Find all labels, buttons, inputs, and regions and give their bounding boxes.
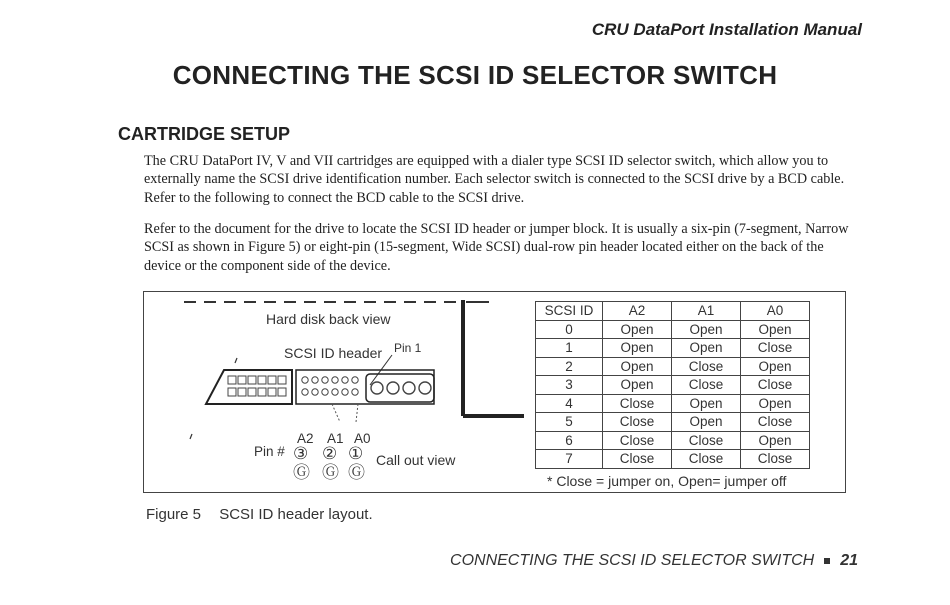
table-cell: Open xyxy=(741,394,810,413)
table-cell: Open xyxy=(741,431,810,450)
table-header-row xyxy=(536,302,810,321)
section-heading: CARTRIDGE SETUP xyxy=(118,124,291,144)
table-cell: Close xyxy=(672,450,741,469)
paragraph-intro: The CRU DataPort IV, V and VII cartridges are equipped with a dialer type SCSI ID selector switch, which allow you to externally name the SCSI drive identification number. Each selector switch is connected to the SCSI drive by a BCD cable. Refer to the following to connect the BCD cable to the SCSI drive. xyxy=(144,153,845,206)
table-row xyxy=(536,431,810,450)
pin-number-3: ③ xyxy=(293,444,309,463)
table-header: A1 xyxy=(672,302,741,321)
pin-number-1: ① xyxy=(348,444,364,463)
pin-1-label: Pin 1 xyxy=(394,341,422,355)
table-cell: Close xyxy=(741,376,810,395)
table-row xyxy=(536,413,810,432)
scsi-id-pins xyxy=(302,377,358,395)
table-note: * Close = jumper on, Open= jumper off xyxy=(547,473,787,489)
table-header: A0 xyxy=(741,302,810,321)
table-cell: Close xyxy=(672,376,741,395)
power-jack-outline xyxy=(366,374,434,402)
ground-icon: Ⓖ xyxy=(348,463,365,482)
table-cell: 7 xyxy=(536,450,603,469)
call-out-view-label: Call out view xyxy=(376,452,456,468)
figure-caption-text: SCSI ID header layout. xyxy=(219,506,373,523)
table-row xyxy=(536,357,810,376)
pin-hash-label: Pin # xyxy=(254,444,285,459)
table-cell: Close xyxy=(672,357,741,376)
page-title: CONNECTING THE SCSI ID SELECTOR SWITCH xyxy=(172,60,778,90)
back-view-label: Hard disk back view xyxy=(266,311,391,327)
scsi-id-header-label: SCSI ID header xyxy=(284,345,383,361)
table-cell: 3 xyxy=(536,376,603,395)
table-cell: Close xyxy=(741,450,810,469)
table-cell: 1 xyxy=(536,339,603,358)
callout-line xyxy=(332,404,340,422)
table-cell: Close xyxy=(741,413,810,432)
pin-label-a0: A0 xyxy=(354,431,371,446)
table-cell: Open xyxy=(672,394,741,413)
table-cell: Close xyxy=(603,431,672,450)
page-number: 21 xyxy=(840,552,858,569)
figure-caption xyxy=(146,506,373,523)
table-cell: 5 xyxy=(536,413,603,432)
footer-section-title: CONNECTING THE SCSI ID SELECTOR SWITCH xyxy=(450,552,815,569)
table-cell: Close xyxy=(741,339,810,358)
table-cell: Open xyxy=(672,413,741,432)
table-header: A2 xyxy=(603,302,672,321)
table-cell: Open xyxy=(741,320,810,339)
table-row xyxy=(536,394,810,413)
table-row xyxy=(536,320,810,339)
table-cell: Close xyxy=(603,394,672,413)
left-pin-block xyxy=(228,376,286,396)
table-cell: Close xyxy=(603,413,672,432)
table-cell: Open xyxy=(603,357,672,376)
figure-caption-number: Figure 5 xyxy=(146,506,202,523)
table-cell: Open xyxy=(672,320,741,339)
callout-line xyxy=(356,404,358,422)
scsi-id-header-outline xyxy=(296,370,434,404)
ground-icon: Ⓖ xyxy=(322,463,339,482)
ground-icon: Ⓖ xyxy=(293,463,310,482)
table-cell: Open xyxy=(603,376,672,395)
table-row xyxy=(536,450,810,469)
pin-label-a1: A1 xyxy=(327,431,344,446)
power-connector-outline xyxy=(206,370,292,404)
table-cell: Open xyxy=(741,357,810,376)
table-row xyxy=(536,376,810,395)
pin-number-2: ② xyxy=(322,444,338,463)
table-cell: Open xyxy=(603,339,672,358)
running-header: CRU DataPort Installation Manual xyxy=(591,20,862,39)
slant-mark xyxy=(235,358,237,363)
scsi-id-table xyxy=(535,301,810,469)
figure-5 xyxy=(143,291,846,493)
table-cell: Close xyxy=(603,450,672,469)
scsi-header-diagram xyxy=(144,292,524,492)
table-cell: Close xyxy=(672,431,741,450)
bullet-square-icon xyxy=(824,558,830,564)
table-row xyxy=(536,339,810,358)
slant-mark xyxy=(190,434,192,439)
table-cell: Open xyxy=(603,320,672,339)
table-cell: 4 xyxy=(536,394,603,413)
page-footer xyxy=(450,552,858,570)
table-cell: 2 xyxy=(536,357,603,376)
paragraph-header-location: Refer to the document for the drive to locate the SCSI ID header or jumper block. It is usually a six-pin (7-segment, Narrow SCSI as shown in Figure 5) or eight-pin (15-segment, Wide SCSI) dual-row pin header located either on the back of the device or the component side of the device. xyxy=(144,221,849,274)
power-jack-pins xyxy=(371,382,431,394)
table-cell: 6 xyxy=(536,431,603,450)
table-header: SCSI ID xyxy=(536,302,603,321)
table-cell: 0 xyxy=(536,320,603,339)
pin-label-a2: A2 xyxy=(297,431,314,446)
table-cell: Open xyxy=(672,339,741,358)
